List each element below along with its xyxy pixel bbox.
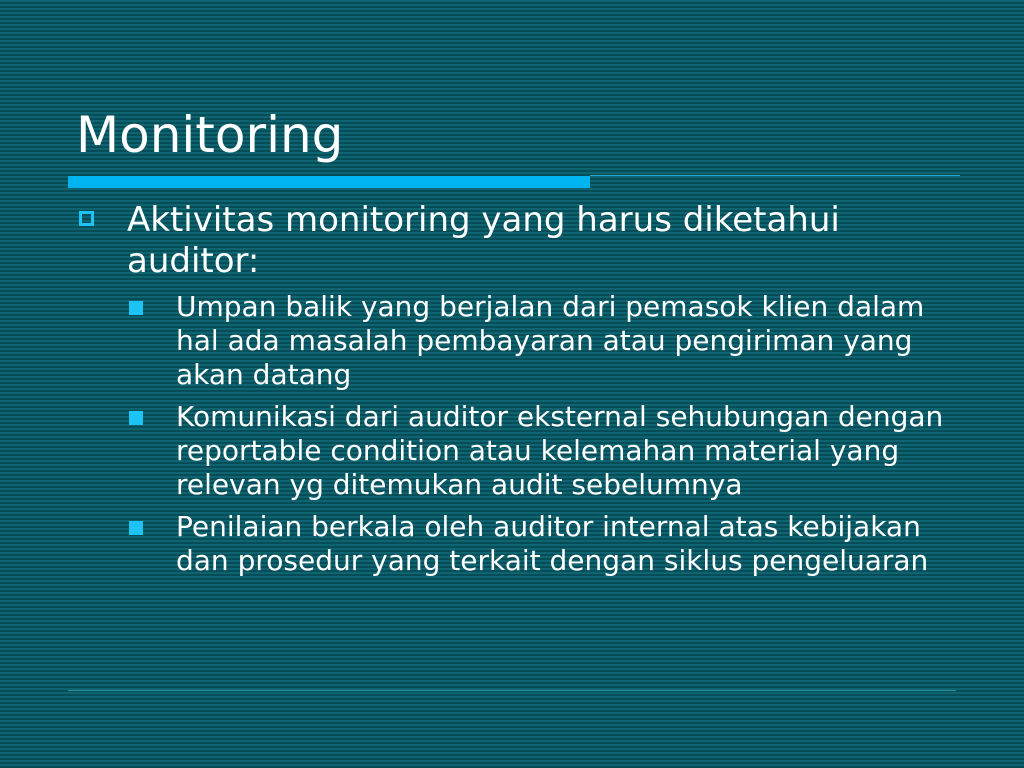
sub-bullet-text: Penilaian berkala oleh auditor internal atas kebijakan dan prosedur yang terkait dengan siklus pengeluaran: [176, 510, 929, 577]
sub-bullet-text: Umpan balik yang berjalan dari pemasok klien dalam hal ada masalah pembayaran atau pengiriman yang akan datang: [176, 290, 925, 391]
title-underline-thin: [590, 175, 960, 176]
bullet-list: [76, 200, 956, 586]
bullet-text: Aktivitas monitoring yang harus diketahui auditor:: [127, 200, 840, 281]
filled-square-bullet-icon: [129, 411, 143, 425]
title-underline-thick: [68, 176, 590, 188]
sub-bullet-list: [76, 290, 956, 578]
bullet-item-level2: [127, 400, 956, 502]
sub-bullet-text: Komunikasi dari auditor eksternal sehubungan dengan reportable condition atau kelemahan material yang relevan yg ditemukan audit sebelumnya: [176, 400, 944, 501]
bullet-item-level2: [127, 290, 956, 392]
footer-divider: [68, 690, 956, 691]
filled-square-bullet-icon: [129, 521, 143, 535]
hollow-square-bullet-icon: [79, 211, 94, 226]
slide-title: Monitoring: [76, 106, 344, 164]
bullet-item-level2: [127, 510, 956, 578]
filled-square-bullet-icon: [129, 301, 143, 315]
bullet-item-level1: [76, 200, 956, 282]
